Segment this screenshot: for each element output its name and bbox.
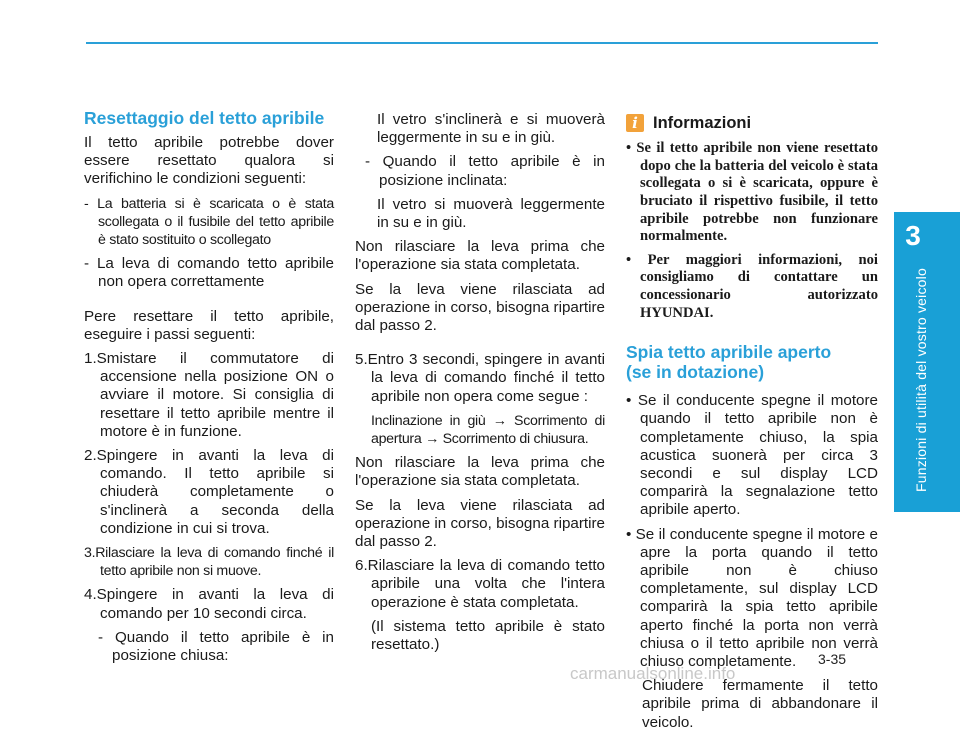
- text-paragraph: (Il sistema tetto apribile è stato resettato.): [371, 617, 605, 654]
- condition-item: - La batteria si è scaricata o è stata scollegata o il fusibile del tetto apribile è stato sostituito o scollegato: [84, 195, 334, 249]
- closing-note: Chiudere fermamente il tetto apribile prima di abbandonare il veicolo.: [642, 677, 878, 731]
- heading-line-1: Spia tetto apribile aperto: [626, 342, 832, 363]
- warning-bullet: • Se il conducente spegne il motore e apre la porta quando il tetto apribile non è chiuso completamente, sul display LCD comparirà la spia tetto apribile aperto finché la porta non verrà chiusa o il tetto apribile non verrà chiuso completamente.: [626, 525, 878, 670]
- step-6: 6.Rilasciare la leva di comando tetto apribile una volta che l'intera operazione è stata completata.: [355, 557, 605, 611]
- column-3: [626, 114, 878, 738]
- intro-text: Il tetto apribile potrebbe dover essere resettato qualora si verifichino le condizioni seguenti:: [84, 134, 334, 188]
- chapter-tab: [894, 212, 960, 512]
- info-title: Informazioni: [653, 114, 752, 132]
- header-rule: [86, 42, 878, 44]
- column-2: [355, 111, 605, 660]
- step-1: 1.Smistare il commutatore di accensione nella posizione ON o avviare il motore. Si consiglia di resettare il tetto apribile mentre il motore è in funzione.: [84, 350, 334, 440]
- chapter-title: Funzioni di utilità del vostro veicolo: [913, 268, 929, 492]
- heading-line-2: (se in dotazione): [626, 362, 765, 383]
- text-paragraph: Se la leva viene rilasciata ad operazione in corso, bisogna ripartire dal passo 2.: [355, 280, 605, 335]
- info-header: [626, 114, 878, 132]
- sub-condition: - Quando il tetto apribile è in posizione inclinata:: [365, 153, 605, 189]
- step-4-sub: - Quando il tetto apribile è in posizione chiusa:: [98, 628, 334, 665]
- text-paragraph: Il vetro si muoverà leggermente in su e in giù.: [377, 195, 605, 232]
- text-paragraph: Se la leva viene rilasciata ad operazione in corso, bisogna ripartire dal passo 2.: [355, 496, 605, 551]
- section-heading-reset: Resettaggio del tetto apribile: [84, 108, 325, 128]
- text-paragraph: Non rilasciare la leva prima che l'operazione sia stata completata.: [355, 454, 605, 490]
- step-5: 5.Entro 3 secondi, spingere in avanti la leva di comando finché il tetto apribile non opera come segue :: [355, 351, 605, 405]
- warning-bullet: • Se il conducente spegne il motore quando il tetto apribile non è completamente chiuso, la spia acustica suonerà per circa 3 secondi e sul display LCD comparirà la segnalazione tetto apribile aperto.: [626, 392, 878, 519]
- step-2: 2.Spingere in avanti la leva di comando. Il tetto apribile si chiuderà completamente o s'inclinerà a seconda della condizione in cui si trova.: [84, 447, 334, 537]
- column-1: [84, 108, 334, 671]
- step-3: 3.Rilasciare la leva di comando finché il tetto apribile non si muove.: [84, 545, 334, 580]
- watermark: carmanualsonline.info: [570, 664, 736, 683]
- page-number: 3-35: [818, 651, 847, 667]
- sequence-text: Inclinazione in giù → Scorrimento di apertura → Scorrimento di chiusura.: [371, 412, 605, 448]
- info-icon: i: [626, 114, 644, 132]
- condition-item: - La leva di comando tetto apribile non opera correttamente: [84, 255, 334, 291]
- info-bullet: • Se il tetto apribile non viene resettato dopo che la batteria del veicolo è stata scollegata o si è scaricata, oppure è bruciato il rispettivo fusibile, il tetto apribile potrebbe non funzionare normalmente.: [626, 140, 878, 245]
- step-4: 4.Spingere in avanti la leva di comando per 10 secondi circa.: [84, 586, 334, 622]
- section-heading-warning: [626, 342, 878, 382]
- info-bullet: • Per maggiori informazioni, noi consigliamo di contattare un concessionario autorizzato HYUNDAI.: [626, 251, 878, 321]
- text-paragraph: Non rilasciare la leva prima che l'operazione sia stata completata.: [355, 238, 605, 274]
- text-paragraph: Il vetro s'inclinerà e si muoverà leggermente in su e in giù.: [377, 111, 605, 147]
- chapter-number: 3: [905, 220, 921, 251]
- steps-intro: Pere resettare il tetto apribile, eseguire i passi seguenti:: [84, 307, 334, 343]
